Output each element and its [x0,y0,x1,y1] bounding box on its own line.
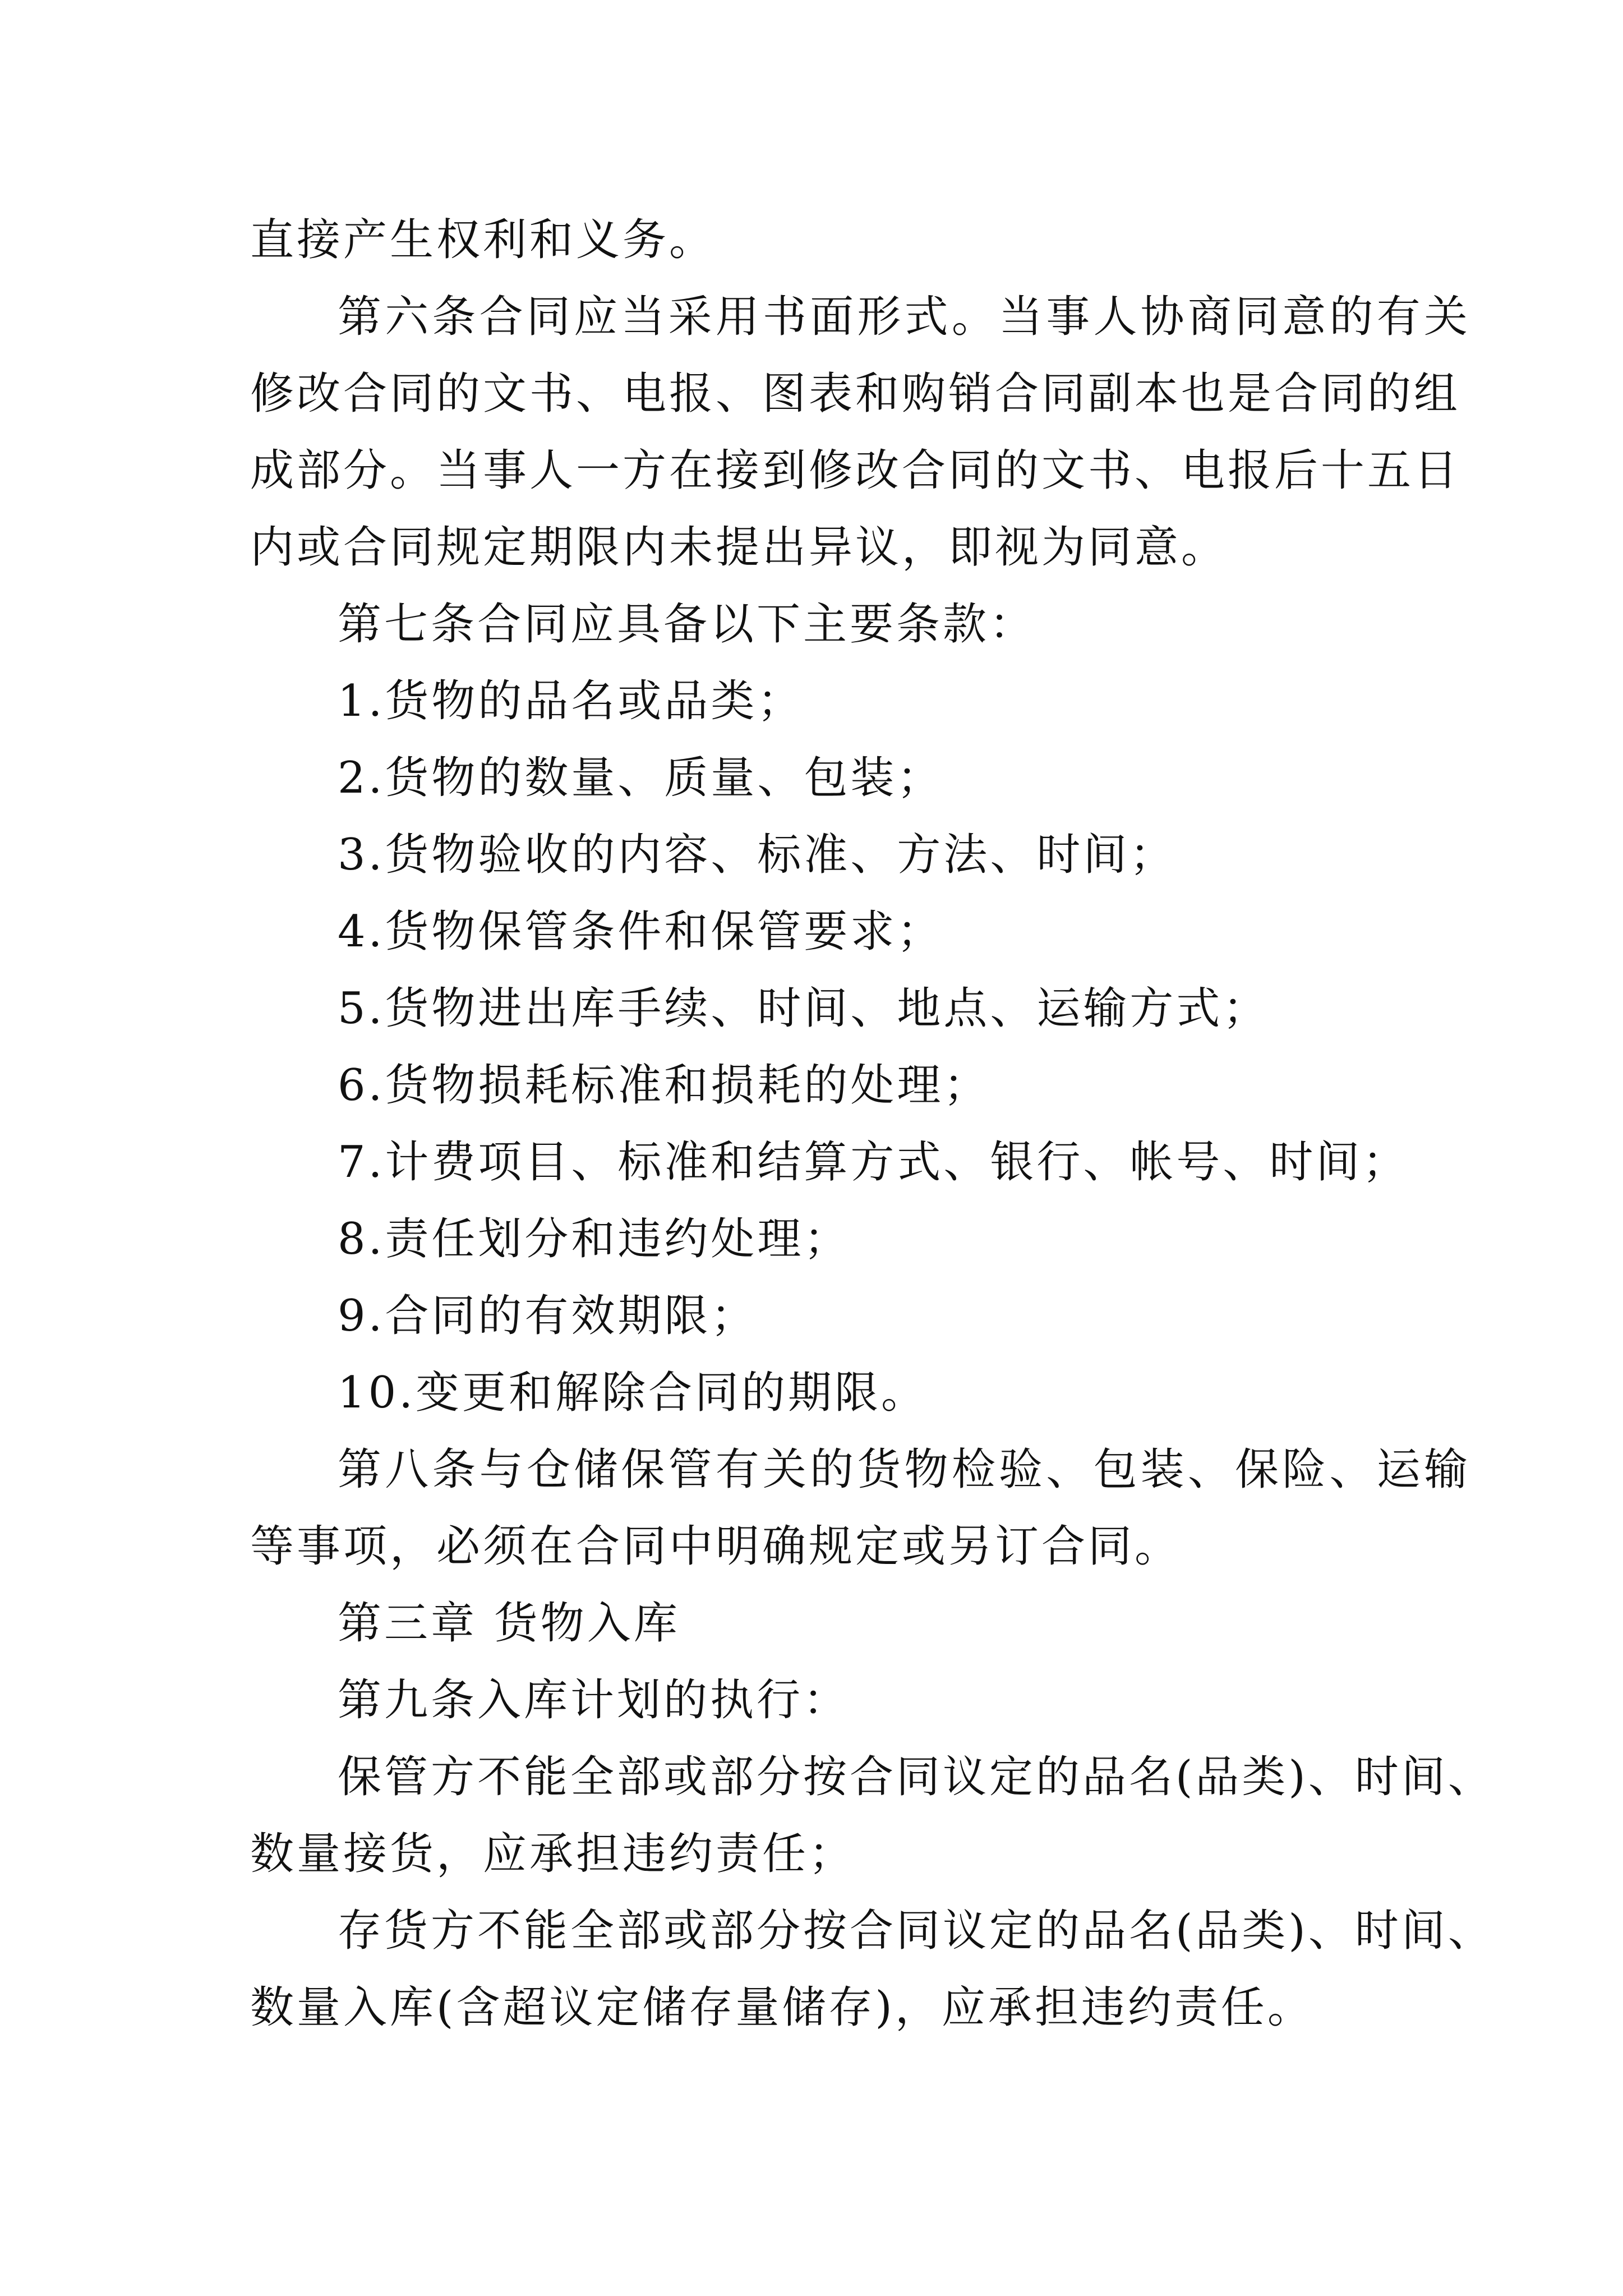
list-item: 2.货物的数量、质量、包装； [338,753,944,803]
text-line: 数量入库(含超议定储存量储存)，应承担违约责任。 [250,1982,1314,2033]
list-item: 8.责任划分和违约处理； [338,1214,851,1264]
text-line: 内或合同规定期限内未提出异议，即视为同意。 [250,522,1228,573]
list-item: 3.货物验收的内容、标准、方法、时间； [338,830,1177,880]
text-line: 成部分。当事人一方在接到修改合同的文书、电报后十五日 [250,445,1461,496]
chapter-heading: 第三章 货物入库 [338,1598,680,1649]
article-6-line: 第六条合同应当采用书面形式。当事人协商同意的有关 [338,292,1470,342]
document-body [250,202,1495,2046]
text-line: 保管方不能全部或部分按合同议定的品名(品类)、时间、 [338,1752,1495,1802]
article-8-line: 第八条与仓储保管有关的货物检验、包装、保险、运输 [338,1444,1470,1495]
list-item: 5.货物进出库手续、时间、地点、运输方式； [338,983,1270,1034]
text-line: 修改合同的文书、电报、图表和购销合同副本也是合同的组 [250,369,1461,419]
list-item: 7.计费项目、标准和结算方式、银行、帐号、时间； [338,1137,1409,1188]
text-line: 直接产生权利和义务。 [250,215,716,265]
text-line: 存货方不能全部或部分按合同议定的品名(品类)、时间、 [338,1906,1495,1956]
list-item: 1.货物的品名或品类； [338,676,804,726]
list-item: 4.货物保管条件和保管要求； [338,907,944,957]
text-line: 等事项，必须在合同中明确规定或另订合同。 [250,1521,1182,1572]
list-item: 9.合同的有效期限； [338,1291,758,1341]
text-line: 数量接货，应承担违约责任； [250,1829,856,1879]
article-9-line: 第九条入库计划的执行： [338,1675,850,1726]
list-item: 10.变更和解除合同的期限。 [338,1368,928,1418]
list-item: 6.货物损耗标准和损耗的处理； [338,1060,990,1111]
article-7-line: 第七条合同应具备以下主要条款： [338,599,1036,650]
